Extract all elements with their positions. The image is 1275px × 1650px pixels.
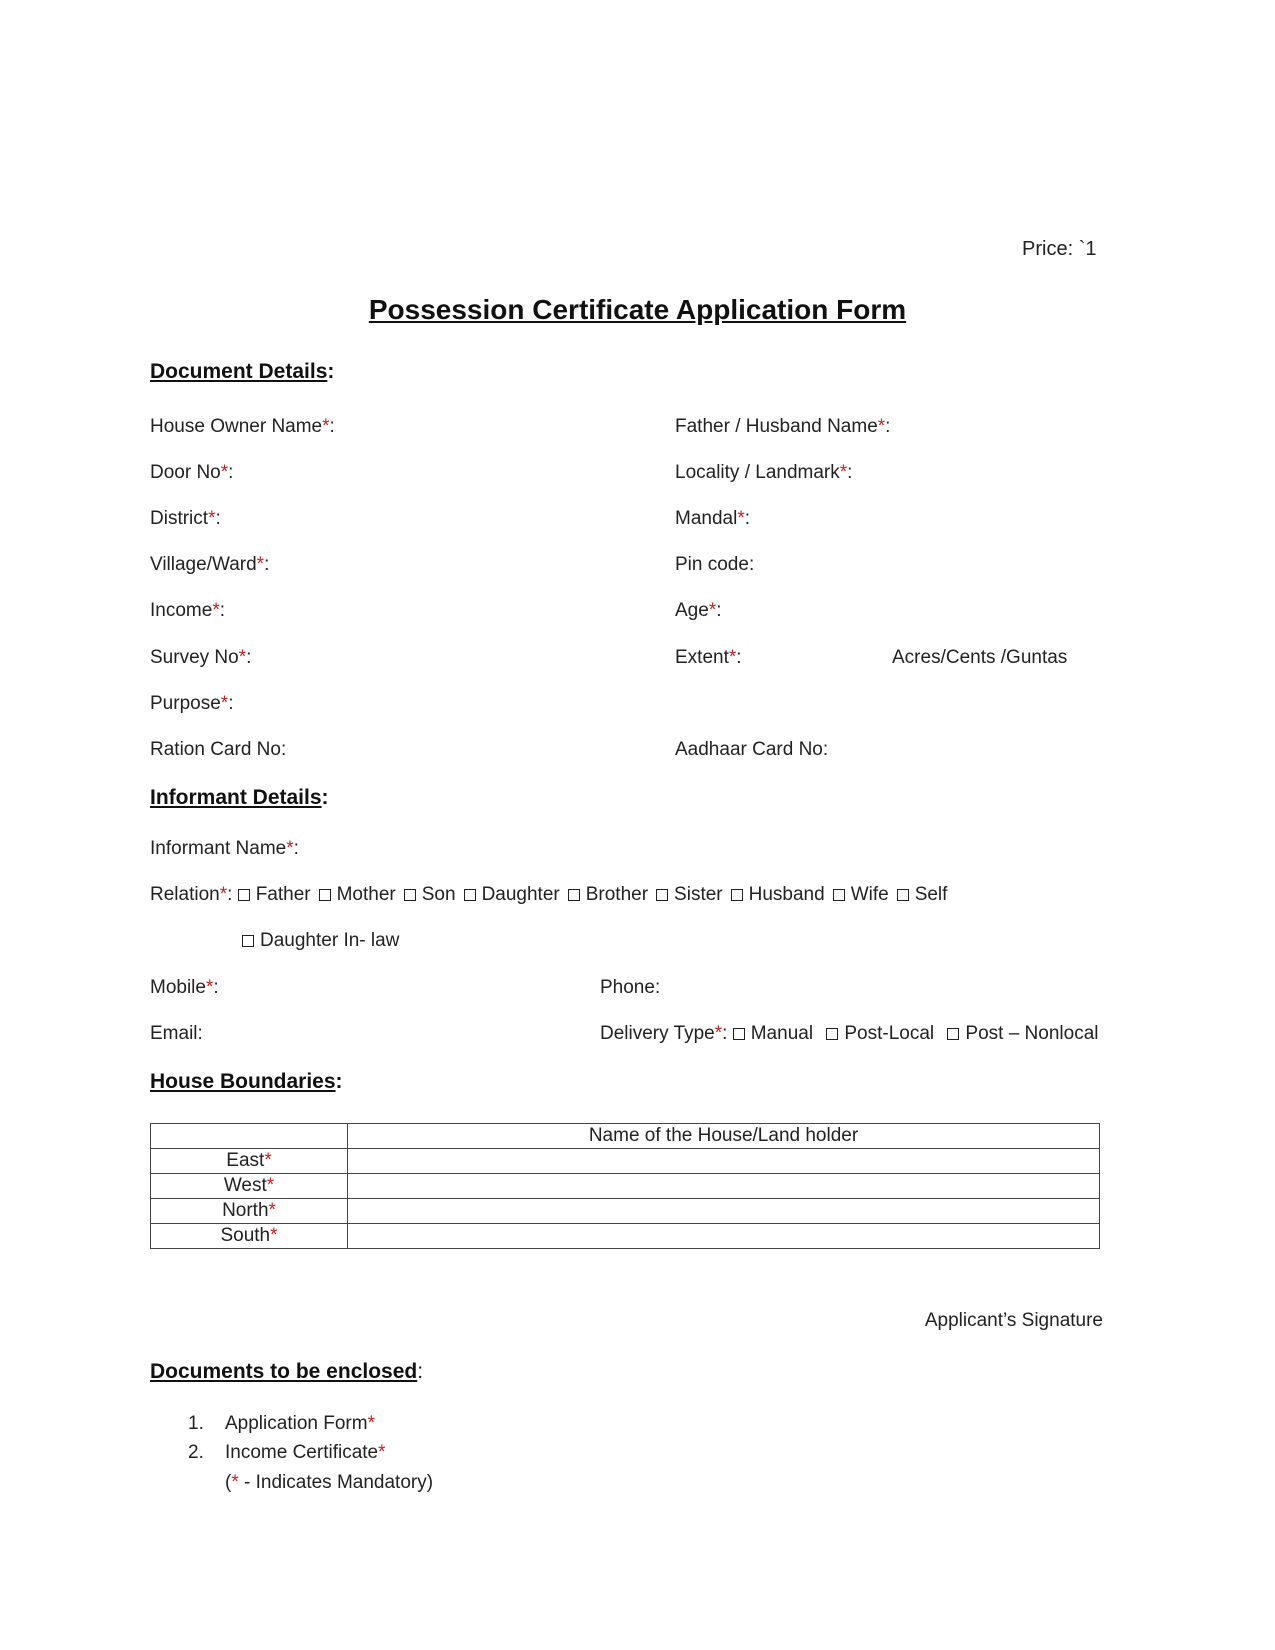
- section-heading-text: Informant Details: [150, 786, 322, 809]
- relation-option-daughter[interactable]: [464, 884, 560, 905]
- required-asterisk: *: [205, 977, 214, 998]
- holder-name-cell-east[interactable]: [348, 1149, 1100, 1174]
- field-label: Age: [675, 600, 709, 621]
- required-asterisk: *: [708, 600, 717, 621]
- required-asterisk: *: [367, 1413, 375, 1434]
- field-mandal[interactable]: Mandal*:: [675, 508, 751, 529]
- required-asterisk: *: [238, 647, 247, 668]
- option-label: Husband: [748, 884, 825, 905]
- option-label: Son: [421, 884, 456, 905]
- field-age[interactable]: Age*:: [675, 600, 722, 621]
- required-asterisk: *: [877, 416, 886, 437]
- required-asterisk: *: [231, 1472, 239, 1493]
- field-label: Survey No: [150, 647, 239, 668]
- option-label: Brother: [585, 884, 649, 905]
- relation-option-son[interactable]: [404, 884, 456, 905]
- option-label: Post-Local: [844, 1023, 935, 1044]
- section-heading-text: House Boundaries: [150, 1070, 336, 1093]
- checkbox[interactable]: [733, 1028, 745, 1040]
- checkbox[interactable]: [656, 889, 668, 901]
- option-label: Daughter In- law: [260, 930, 400, 951]
- list-item-text: Income Certificate: [225, 1442, 379, 1463]
- field-label: Relation: [150, 884, 220, 905]
- field-label: Locality / Landmark: [675, 462, 840, 483]
- checkbox[interactable]: [731, 889, 743, 901]
- required-asterisk: *: [714, 1023, 723, 1044]
- field-pin-code[interactable]: [675, 554, 754, 576]
- extent-units: Acres/Cents /Guntas: [892, 647, 1068, 668]
- delivery-option-post-local[interactable]: [826, 1023, 934, 1044]
- relation-option-brother[interactable]: [568, 884, 648, 905]
- checkbox[interactable]: [947, 1028, 959, 1040]
- row-label-east: [151, 1149, 348, 1174]
- required-asterisk: *: [270, 1225, 278, 1246]
- page-title: Possession Certificate Application Form: [368, 294, 907, 325]
- row-label-text: South: [220, 1225, 271, 1246]
- section-heading-informant-details: Informant Details:: [150, 786, 329, 809]
- required-asterisk: *: [220, 693, 229, 714]
- relation-option-self[interactable]: [897, 884, 948, 905]
- required-asterisk: *: [322, 416, 330, 437]
- relation-option-wife[interactable]: [833, 884, 889, 905]
- field-email[interactable]: [150, 1023, 203, 1045]
- field-village-ward[interactable]: Village/Ward*:: [150, 554, 270, 575]
- required-asterisk: *: [378, 1442, 386, 1463]
- row-label-text: West: [223, 1175, 267, 1196]
- checkbox[interactable]: [238, 889, 250, 901]
- field-label: Father / Husband Name: [675, 416, 878, 437]
- field-label: Purpose: [150, 693, 221, 714]
- checkbox[interactable]: [826, 1028, 838, 1040]
- option-label: Mother: [336, 884, 396, 905]
- list-item-text: Application Form: [225, 1413, 368, 1434]
- relation-option-husband[interactable]: [731, 884, 825, 905]
- field-label: Income: [150, 600, 213, 621]
- field-label: Ration Card No:: [150, 739, 287, 760]
- row-label-north: [151, 1199, 348, 1224]
- delivery-type-group: Delivery Type*: Manual Post-Local Post – Nonlocal: [600, 1023, 1099, 1044]
- list-number: 1.: [188, 1413, 204, 1434]
- option-label: Manual: [750, 1023, 814, 1044]
- house-boundaries-table: [150, 1123, 1100, 1249]
- option-label: Wife: [850, 884, 889, 905]
- relation-option-mother[interactable]: [319, 884, 396, 905]
- required-asterisk: *: [268, 1200, 276, 1221]
- mandatory-note-text: - Indicates Mandatory): [244, 1472, 434, 1493]
- required-asterisk: *: [728, 647, 737, 668]
- field-label: Mandal: [675, 508, 738, 529]
- list-item: [188, 1413, 375, 1435]
- field-purpose[interactable]: Purpose*:: [150, 693, 234, 714]
- field-ration-card-no[interactable]: [150, 739, 286, 761]
- holder-name-cell-west[interactable]: [348, 1174, 1100, 1199]
- holder-name-cell-south[interactable]: [348, 1224, 1100, 1249]
- relation-option-sister[interactable]: [656, 884, 723, 905]
- field-informant-name[interactable]: Informant Name*:: [150, 838, 299, 859]
- required-asterisk: *: [208, 508, 216, 529]
- column-header-holder-name: Name of the House/Land holder: [348, 1124, 1100, 1149]
- section-heading-text: Documents to be enclosed: [150, 1360, 418, 1383]
- mandatory-note: (* - Indicates Mandatory): [225, 1472, 434, 1493]
- option-label: Daughter: [481, 884, 560, 905]
- field-locality-landmark[interactable]: Locality / Landmark*:: [675, 462, 853, 483]
- row-label-text: North: [222, 1200, 269, 1221]
- field-father-husband-name[interactable]: Father / Husband Name*:: [675, 416, 891, 437]
- option-label: Self: [914, 884, 948, 905]
- applicant-signature-label: Applicant’s Signature: [924, 1310, 1103, 1331]
- price-label: Price:: [1022, 238, 1074, 260]
- price: [1022, 238, 1096, 261]
- option-label: Post – Nonlocal: [965, 1023, 1099, 1044]
- delivery-option-post-nonlocal[interactable]: [947, 1023, 1098, 1044]
- required-asterisk: *: [264, 1150, 272, 1171]
- field-district[interactable]: District*:: [150, 508, 221, 529]
- field-label: Door No: [150, 462, 221, 483]
- checkbox[interactable]: [833, 889, 845, 901]
- required-asterisk: *: [256, 554, 265, 575]
- required-asterisk: *: [839, 462, 848, 483]
- field-label: Extent: [675, 647, 729, 668]
- holder-name-cell-north[interactable]: [348, 1199, 1100, 1224]
- required-asterisk: *: [737, 508, 745, 529]
- field-label: Email:: [150, 1023, 203, 1044]
- field-income[interactable]: Income*:: [150, 600, 225, 621]
- section-heading-document-details: Document Details:: [150, 360, 335, 383]
- relation-option-daughter-in-law[interactable]: [242, 930, 399, 952]
- relation-option-father[interactable]: [238, 884, 311, 905]
- field-label: Informant Name: [150, 838, 287, 859]
- required-asterisk: *: [212, 600, 220, 621]
- price-value: `1: [1078, 238, 1097, 260]
- row-label-west: [151, 1174, 348, 1199]
- row-label-text: East: [226, 1150, 265, 1171]
- delivery-option-manual[interactable]: [733, 1023, 813, 1044]
- option-label: Sister: [674, 884, 723, 905]
- checkbox[interactable]: [242, 935, 254, 947]
- field-label: Mobile: [150, 977, 206, 998]
- table-row: [151, 1224, 1100, 1249]
- section-heading-house-boundaries: House Boundaries:: [150, 1070, 343, 1093]
- field-house-owner-name[interactable]: House Owner Name*:: [150, 416, 335, 437]
- list-item: [188, 1442, 386, 1464]
- required-asterisk: *: [286, 838, 294, 859]
- list-number: 2.: [188, 1442, 204, 1463]
- table-corner-cell: [151, 1124, 348, 1149]
- table-row: [151, 1199, 1100, 1224]
- section-heading-text: Document Details: [150, 360, 328, 383]
- checkbox[interactable]: [404, 889, 416, 901]
- field-label: District: [150, 508, 209, 529]
- field-label: Aadhaar Card No:: [675, 739, 829, 760]
- required-asterisk: *: [219, 884, 228, 905]
- field-label: Pin code:: [675, 554, 755, 575]
- field-extent[interactable]: Extent*:: [675, 647, 742, 668]
- field-label: Delivery Type: [600, 1023, 715, 1044]
- checkbox[interactable]: [897, 889, 909, 901]
- checkbox[interactable]: [568, 889, 580, 901]
- field-door-no[interactable]: Door No*:: [150, 462, 234, 483]
- table-row: [151, 1174, 1100, 1199]
- relation-group: Relation*: Father Mother Son Daughter Brother Sister Husband Wife Self: [150, 884, 948, 905]
- field-label: Village/Ward: [150, 554, 257, 575]
- table-header-row: [151, 1124, 1100, 1149]
- section-heading-documents-enclosed: Documents to be enclosed:: [150, 1360, 424, 1383]
- table-row: [151, 1149, 1100, 1174]
- row-label-south: [151, 1224, 348, 1249]
- field-survey-no[interactable]: Survey No*:: [150, 647, 252, 668]
- field-mobile[interactable]: Mobile*:: [150, 977, 219, 998]
- field-label: House Owner Name: [150, 416, 323, 437]
- field-label: Phone:: [600, 977, 661, 998]
- required-asterisk: *: [266, 1175, 275, 1196]
- field-phone[interactable]: [600, 977, 660, 999]
- option-label: Father: [255, 884, 311, 905]
- checkbox[interactable]: [464, 889, 476, 901]
- required-asterisk: *: [220, 462, 229, 483]
- checkbox[interactable]: [319, 889, 331, 901]
- field-aadhaar-card-no[interactable]: [675, 739, 828, 761]
